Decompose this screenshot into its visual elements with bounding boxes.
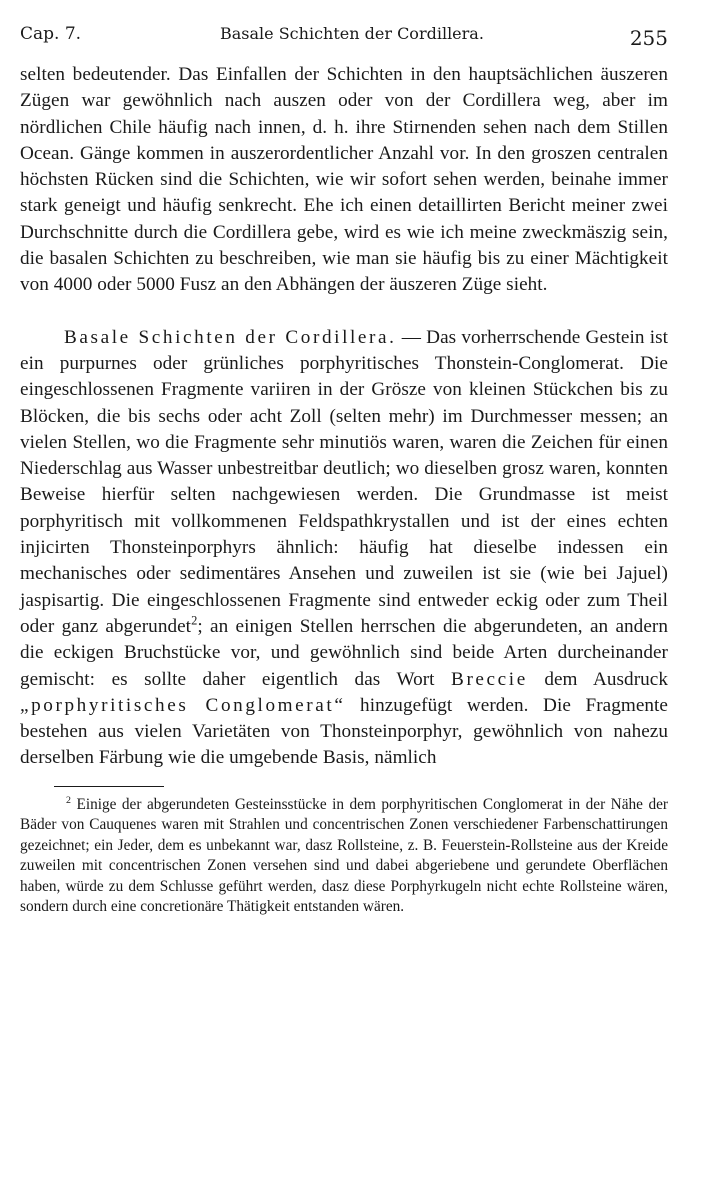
emphasized-term-conglomerat: „porphyritisches Conglomerat“	[20, 694, 346, 716]
chapter-label: Cap. 7.	[20, 24, 82, 44]
emphasized-word-breccie: Breccie	[451, 668, 528, 690]
footnote-marker: 2	[66, 794, 71, 806]
footnote-text: Einige der abgerundeten Gesteinsstücke in dem porphyritischen Conglomerat in der Nähe der Bäder von Cauquenes waren mit Strahlen und concentrischen Zonen verschiedener Farbenschattirungen gezeichnet; ein Jeder, dem es unbekannt war, dasz Rollsteine, z. B. Feuerstein-Rollsteine aus der Kreide zuweilen mit concentrischen Zonen versehen sind und dabei abgeriebene und gerundete Oberflächen haben, würde zu dem Schlusse geführt werden, dasz diese Porphyrkugeln nicht echte Rollsteine wären, sondern durch eine concretionäre Thätigkeit entstanden wären.	[20, 795, 668, 916]
book-page	[20, 16, 668, 918]
paragraph-2-text-d: hinzugefügt werden. Die Fragmente bestehen aus vielen Varietäten von Thonsteinporphyr, gewöhnlich von nahezu derselben Färbung wie die umgebende Basis, nämlich	[20, 694, 668, 769]
footnote-divider	[54, 786, 164, 787]
section-heading: Basale Schichten der Cordillera.	[64, 326, 397, 348]
running-head	[20, 16, 668, 52]
paragraph-2	[20, 325, 668, 772]
body-text	[20, 62, 668, 772]
page-number: 255	[629, 26, 668, 50]
footnote	[20, 795, 668, 918]
paragraph-2-text-c: dem Ausdruck	[527, 668, 668, 690]
footnote-reference: 2	[191, 613, 198, 628]
paragraph-2-text-a: — Das vorherrschende Gestein ist ein purpurnes oder grünliches porphyritisches Thonstein-Conglomerat. Die eingeschlossenen Fragmente variiren in der Grösze von kleinen Stückchen bis zu Blöcken, die bis sechs oder acht Zoll (selten mehr) im Durchmesser messen; an vielen Stellen, wo die Fragmente sehr minutiös waren, waren die Zeichen für einen Niederschlag aus Wasser unbestreitbar deutlich; wo dieselben grosz waren, konnten Beweise hierfür selten nachgewiesen werden. Die Grundmasse ist meist porphyritisch mit vollkommenen Feldspathkrystallen und ist der eines echten injicirten Thonsteinporphyrs ähnlich: häufig hat dieselbe indessen ein mechanisches oder sedimentäres Ansehen und zuweilen ist sie (wie bei Jajuel) jaspisartig. Die eingeschlossenen Fragmente sind entweder eckig oder zum Theil oder ganz abgerundet	[20, 326, 668, 637]
paragraph-1: selten bedeutender. Das Einfallen der Schichten in den hauptsächlichen äuszeren Zügen war gewöhnlich nach auszen oder von der Cordillera weg, aber im nördlichen Chile häufig nach innen, d. h. ihre Stirnenden sehen nach dem Stillen Ocean. Gänge kommen in auszerordentlicher Anzahl vor. In den groszen centralen höchsten Rücken sind die Schichten, wie wir sofort sehen werden, beinahe immer stark geneigt und häufig senkrecht. Ehe ich einen detaillirten Bericht meiner zwei Durchschnitte durch die Cordillera gebe, wird es wie ich meine zweckmäszig sein, die basalen Schichten zu beschreiben, wie man sie häufig bis zu einer Mächtigkeit von 4000 oder 5000 Fusz an den Abhängen der äuszeren Züge sieht.	[20, 64, 668, 296]
running-title: Basale Schichten der Cordillera.	[220, 24, 484, 43]
paragraph-2-text-b: ; an einigen Stellen herrschen die abgerundeten, an andern die eckigen Bruchstücke vor, und gewöhnlich sind beide Arten durcheinander gemischt: es sollte daher eigentlich das Wort	[20, 615, 668, 690]
